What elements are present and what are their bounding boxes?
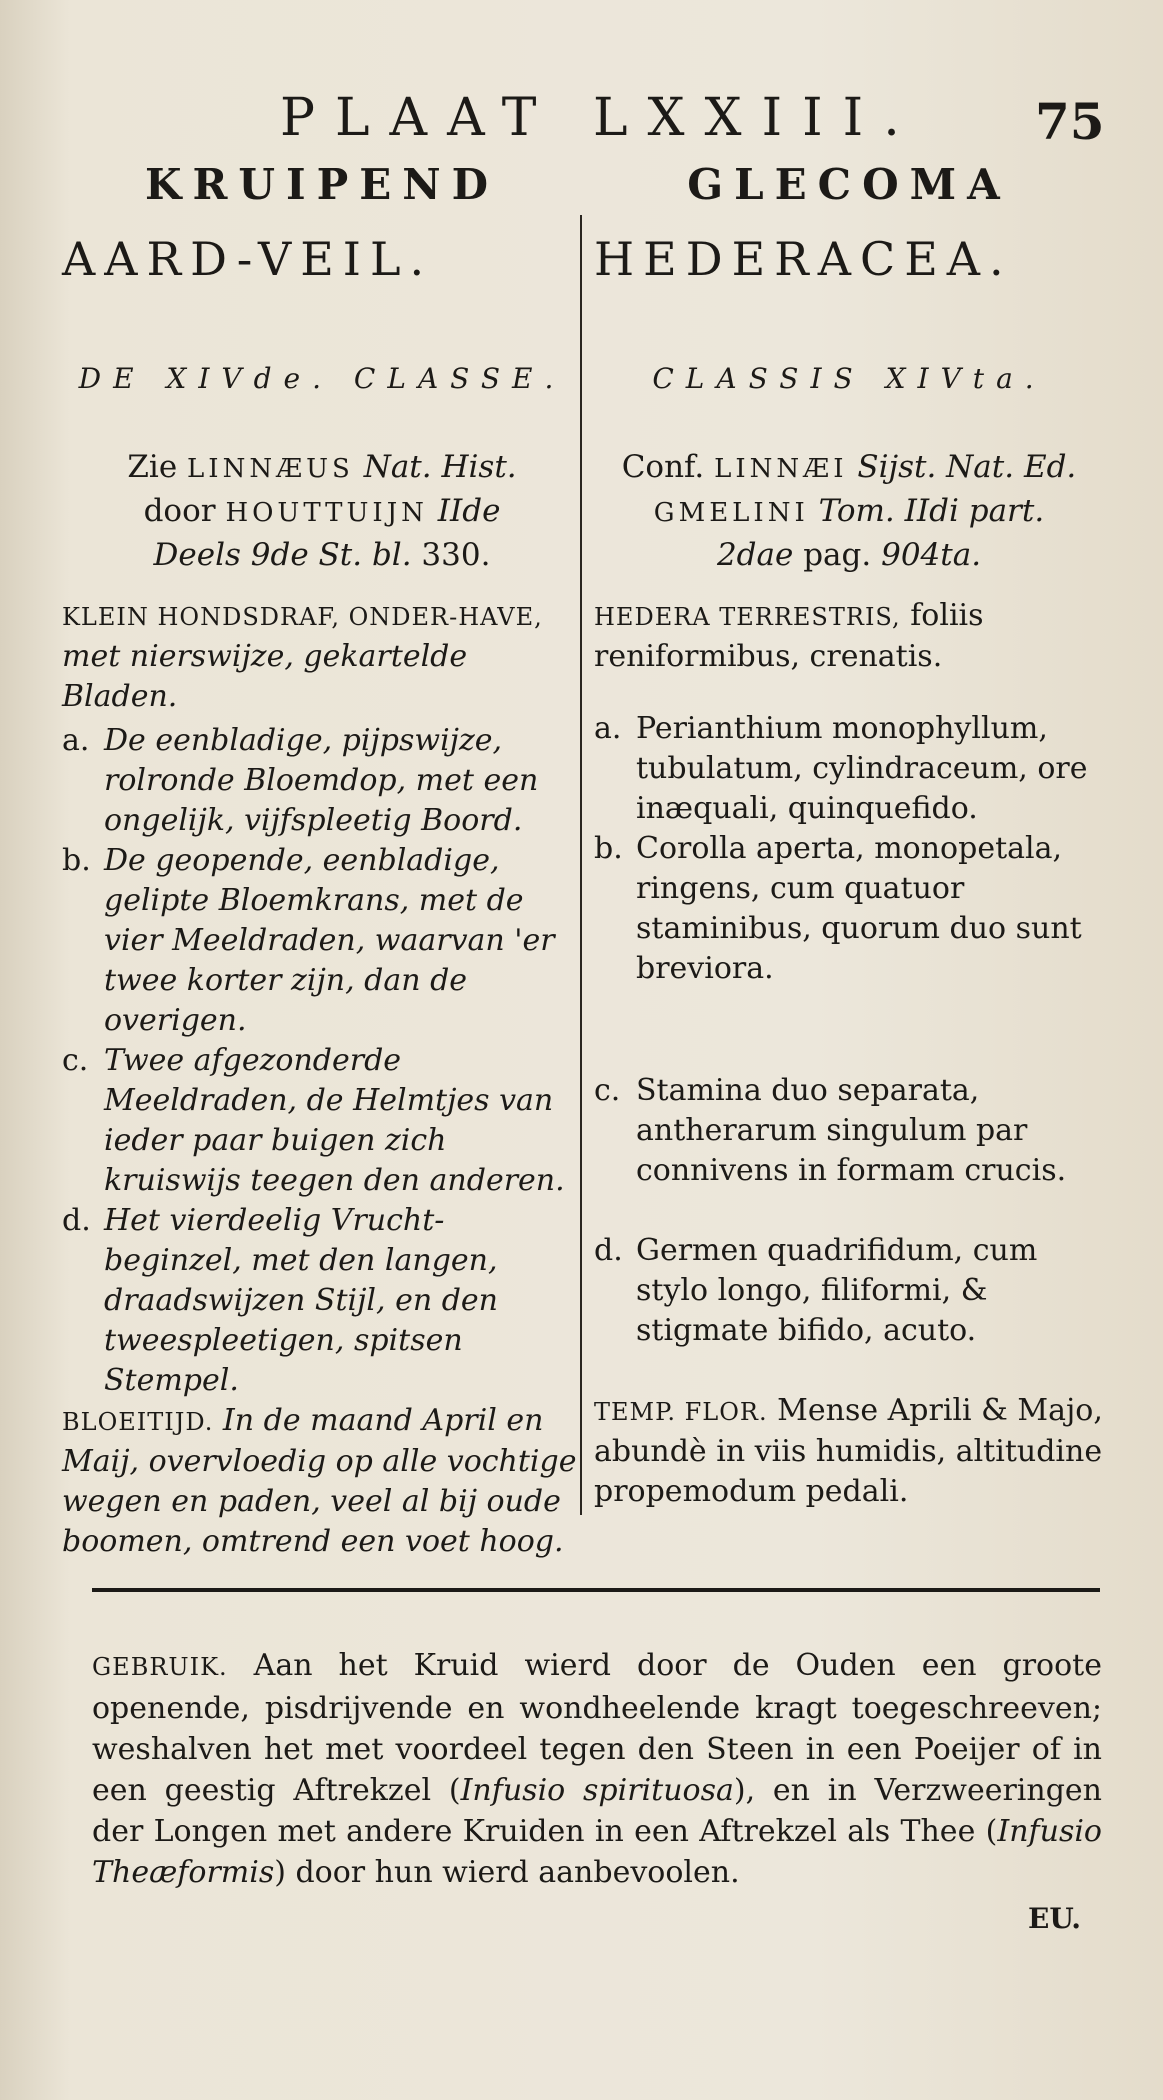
ref-author: LINNÆI — [714, 454, 848, 484]
dutch-item-d — [62, 1201, 582, 1401]
dutch-item-c — [62, 1041, 582, 1201]
dutch-description-lead: KLEIN HONDSDRAF, ONDER-HAVE, — [62, 603, 543, 631]
item-letter: a. — [594, 711, 622, 746]
usage-text: Aan het Kruid wierd door de Ouden een groote openende, pisdrijvende en wondheelende kragt toegeschreeven; weshalven het met voordeel tegen den Steen in een Poeijer of in een geestig Aftrekzel ( — [92, 1648, 1102, 1808]
item-letter: c. — [62, 1043, 89, 1078]
dutch-item-b — [62, 841, 582, 1041]
ref-author: HOUTTUIJN — [225, 498, 428, 528]
usage-paragraph — [92, 1645, 1102, 1893]
ref-part: Deels 9de St. bl. — [153, 537, 412, 573]
item-text: De geopende, eenbladige, gelipte Bloemkrans, met de vier Meeldraden, waarvan 'er twee korter zijn, dan de overigen. — [104, 843, 555, 1038]
latin-description-text: foliis reniformibus, crenatis. — [594, 598, 984, 674]
item-text: Germen quadrifidum, cum stylo longo, filiformi, & stigmate bifido, acuto. — [636, 1233, 1038, 1348]
latin-name-line2: HEDERACEA. — [594, 232, 1013, 286]
item-letter: d. — [594, 1233, 623, 1268]
temp-flor-text: Mense Aprili & Majo, abundè in viis humidis, altitudine propemodum pedali. — [594, 1393, 1103, 1509]
horizontal-rule — [92, 1588, 1100, 1592]
usage-text: ) door hun wierd aanbevoolen. — [274, 1855, 740, 1890]
usage-text: ), en in Verzweeringen der Longen met andere Kruiden in een Aftrekzel als Thee ( — [92, 1773, 1102, 1849]
latin-column — [594, 160, 1104, 1516]
catchword: EU. — [1028, 1902, 1081, 1935]
latin-tempus-florendi — [594, 1391, 1104, 1512]
page-number: 75 — [1035, 92, 1105, 151]
bloeitijd-label: BLOEITIJD. — [62, 1408, 214, 1436]
latin-item-b — [594, 829, 1104, 989]
ref-page: 904ta. — [881, 537, 982, 573]
dutch-name-line1: KRUIPEND — [144, 160, 500, 209]
plate-title: PLAAT LXXIII. — [280, 88, 920, 148]
latin-item-d — [594, 1231, 1104, 1351]
dutch-reference — [62, 446, 582, 596]
item-letter: b. — [62, 843, 91, 878]
latin-item-a — [594, 709, 1104, 829]
ref-author: LINNÆUS — [187, 454, 354, 484]
latin-description — [594, 596, 1104, 677]
ref-word: Conf. — [621, 449, 705, 485]
page-header — [0, 88, 1163, 158]
item-text: Stamina duo separata, antherarum singulum par connivens in formam crucis. — [636, 1073, 1067, 1188]
bloeitijd-text: In de maand April en Maij, overvloedig op alle vochtige wegen en paden, veel al bij oude boomen, omtrend een voet hoog. — [62, 1403, 577, 1559]
latin-reference — [594, 446, 1104, 596]
ref-word: door — [143, 493, 216, 529]
latin-description-lead: HEDERA TERRESTRIS, — [594, 603, 901, 631]
ref-volume: IIde — [437, 493, 501, 529]
usage-label: GEBRUIK. — [92, 1653, 228, 1681]
latin-classis: CLASSIS XIVta. — [652, 362, 1046, 395]
ref-work: Sijst. Nat. Ed. — [857, 449, 1077, 485]
dutch-bloeitijd — [62, 1401, 582, 1562]
ref-work: Nat. Hist. — [363, 449, 517, 485]
dutch-column — [62, 160, 582, 1566]
item-letter: b. — [594, 831, 623, 866]
item-text: Perianthium monophyllum, tubulatum, cylindraceum, ore inæquali, quinquefido. — [636, 711, 1088, 826]
temp-flor-label: TEMP. FLOR. — [594, 1398, 768, 1426]
ref-author: GMELINI — [653, 498, 809, 528]
item-text: Corolla aperta, monopetala, ringens, cum quatuor staminibus, quorum duo sunt breviora. — [636, 831, 1082, 986]
dutch-classe: DE XIVde. CLASSE. — [78, 362, 566, 395]
item-letter: d. — [62, 1203, 91, 1238]
usage-latin-term: Infusio spirituosa — [460, 1773, 734, 1808]
dutch-item-a — [62, 721, 582, 841]
ref-volume: Tom. IIdi part. — [818, 493, 1045, 529]
dutch-description — [62, 596, 582, 717]
latin-item-c — [594, 1071, 1104, 1191]
dutch-description-text: met nierswijze, gekartelde Bladen. — [62, 639, 468, 714]
latin-name-line1: GLECOMA — [687, 160, 1011, 209]
item-text: Twee afgezonderde Meeldraden, de Helmtjes van ieder paar buigen zich kruiswijs teegen den anderen. — [104, 1043, 565, 1198]
ref-page: 330. — [421, 537, 491, 573]
usage-latin-term: Infusio Theæformis — [92, 1814, 1102, 1890]
dutch-name-line2: AARD-VEIL. — [62, 232, 434, 286]
item-letter: a. — [62, 723, 90, 758]
item-text: De eenbladige, pijpswijze, rolronde Bloemdop, met een ongelijk, vijfspleetig Boord. — [104, 723, 539, 838]
item-text: Het vierdeelig Vrucht-beginzel, met den langen, draadswijzen Stijl, en den tweespleetigen, spitsen Stempel. — [104, 1203, 498, 1398]
ref-word: pag. — [803, 537, 872, 573]
item-letter: c. — [594, 1073, 621, 1108]
ref-word: Zie — [127, 449, 178, 485]
ref-part: 2dae — [716, 537, 794, 573]
